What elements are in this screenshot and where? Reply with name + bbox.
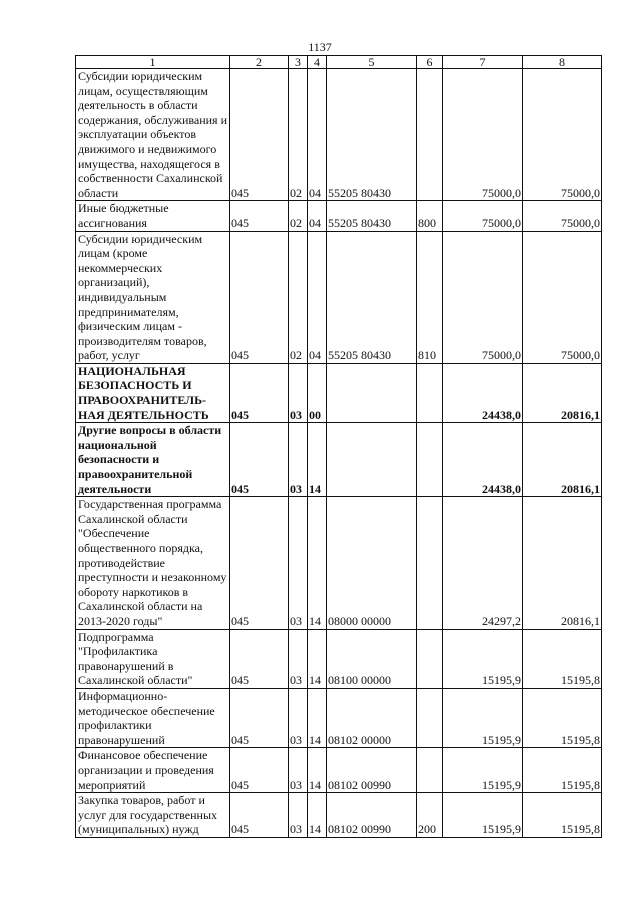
table-row	[76, 231, 602, 363]
section-code-cell: 03	[289, 793, 308, 838]
column-header: 3	[289, 56, 308, 69]
column-header: 2	[230, 56, 289, 69]
table-body	[76, 56, 602, 838]
expense-type-cell: 800	[417, 201, 443, 231]
section-code-cell: 03	[289, 688, 308, 747]
section-code-cell: 02	[289, 201, 308, 231]
row-name-cell: Субсидии юридическим лицам, осуществляющим деятельность в области содержания, обслуживания и эксплуатации объектов движимого и недвижимого имущества, находящегося в собственности Сахалинской области	[76, 69, 230, 201]
row-name-cell: НАЦИОНАЛЬНАЯ БЕЗОПАСНОСТЬ И ПРАВООХРАНИТЕЛЬ-НАЯ ДЕЯТЕЛЬНОСТЬ	[76, 363, 230, 422]
budget-table	[75, 55, 602, 838]
expense-type-cell	[417, 688, 443, 747]
expense-type-cell: 200	[417, 793, 443, 838]
amount-1-cell: 75000,0	[443, 69, 523, 201]
subsection-code-cell: 14	[308, 688, 327, 747]
table-row	[76, 363, 602, 422]
subsection-code-cell: 04	[308, 201, 327, 231]
section-code-cell: 03	[289, 629, 308, 688]
column-header: 1	[76, 56, 230, 69]
subsection-code-cell: 14	[308, 629, 327, 688]
row-name-cell: Закупка товаров, работ и услуг для государственных (муниципальных) нужд	[76, 793, 230, 838]
table-row	[76, 793, 602, 838]
section-code-cell: 02	[289, 69, 308, 201]
target-article-cell: 55205 80430	[327, 201, 417, 231]
amount-2-cell: 75000,0	[523, 201, 602, 231]
target-article-cell: 08102 00990	[327, 748, 417, 793]
ved-code-cell: 045	[230, 629, 289, 688]
amount-2-cell: 75000,0	[523, 69, 602, 201]
target-article-cell	[327, 363, 417, 422]
column-header: 8	[523, 56, 602, 69]
table-row	[76, 748, 602, 793]
row-name-cell: Иные бюджетные ассигнования	[76, 201, 230, 231]
column-header: 7	[443, 56, 523, 69]
amount-2-cell: 15195,8	[523, 688, 602, 747]
table-header-row	[76, 56, 602, 69]
amount-1-cell: 15195,9	[443, 688, 523, 747]
ved-code-cell: 045	[230, 363, 289, 422]
amount-2-cell: 75000,0	[523, 231, 602, 363]
amount-1-cell: 75000,0	[443, 201, 523, 231]
amount-2-cell: 20816,1	[523, 497, 602, 629]
table-row	[76, 629, 602, 688]
row-name-cell: Субсидии юридическим лицам (кроме некоммерческих организаций), индивидуальным предпринимателям, физическим лицам - производителям товаров, работ, услуг	[76, 231, 230, 363]
amount-2-cell: 20816,1	[523, 363, 602, 422]
row-name-cell: Другие вопросы в области национальной безопасности и правоохранительной деятельности	[76, 423, 230, 497]
section-code-cell: 03	[289, 363, 308, 422]
amount-1-cell: 24438,0	[443, 423, 523, 497]
ved-code-cell: 045	[230, 69, 289, 201]
table-row	[76, 497, 602, 629]
table-row	[76, 423, 602, 497]
subsection-code-cell: 14	[308, 497, 327, 629]
subsection-code-cell: 00	[308, 363, 327, 422]
expense-type-cell	[417, 497, 443, 629]
target-article-cell: 55205 80430	[327, 231, 417, 363]
target-article-cell: 55205 80430	[327, 69, 417, 201]
section-code-cell: 03	[289, 423, 308, 497]
target-article-cell: 08100 00000	[327, 629, 417, 688]
subsection-code-cell: 04	[308, 69, 327, 201]
expense-type-cell	[417, 363, 443, 422]
row-name-cell: Информационно-методическое обеспечение профилактики правонарушений	[76, 688, 230, 747]
page-number: 1137	[308, 40, 332, 54]
amount-2-cell: 15195,8	[523, 629, 602, 688]
column-header: 6	[417, 56, 443, 69]
section-code-cell: 03	[289, 748, 308, 793]
ved-code-cell: 045	[230, 201, 289, 231]
subsection-code-cell: 04	[308, 231, 327, 363]
amount-1-cell: 15195,9	[443, 793, 523, 838]
expense-type-cell	[417, 423, 443, 497]
amount-1-cell: 24438,0	[443, 363, 523, 422]
table-row	[76, 201, 602, 231]
amount-2-cell: 20816,1	[523, 423, 602, 497]
ved-code-cell: 045	[230, 748, 289, 793]
section-code-cell: 02	[289, 231, 308, 363]
amount-1-cell: 24297,2	[443, 497, 523, 629]
ved-code-cell: 045	[230, 688, 289, 747]
amount-2-cell: 15195,8	[523, 748, 602, 793]
ved-code-cell: 045	[230, 423, 289, 497]
section-code-cell: 03	[289, 497, 308, 629]
target-article-cell: 08102 00990	[327, 793, 417, 838]
table-row	[76, 69, 602, 201]
column-header: 5	[327, 56, 417, 69]
ved-code-cell: 045	[230, 497, 289, 629]
column-header: 4	[308, 56, 327, 69]
amount-1-cell: 15195,9	[443, 748, 523, 793]
expense-type-cell: 810	[417, 231, 443, 363]
subsection-code-cell: 14	[308, 423, 327, 497]
expense-type-cell	[417, 748, 443, 793]
row-name-cell: Государственная программа Сахалинской области "Обеспечение общественного порядка, противодействие преступности и незаконному обороту наркотиков в Сахалинской области на 2013-2020 годы"	[76, 497, 230, 629]
amount-2-cell: 15195,8	[523, 793, 602, 838]
ved-code-cell: 045	[230, 793, 289, 838]
target-article-cell: 08102 00000	[327, 688, 417, 747]
amount-1-cell: 75000,0	[443, 231, 523, 363]
expense-type-cell	[417, 69, 443, 201]
table-row	[76, 688, 602, 747]
ved-code-cell: 045	[230, 231, 289, 363]
row-name-cell: Финансовое обеспечение организации и проведения мероприятий	[76, 748, 230, 793]
expense-type-cell	[417, 629, 443, 688]
row-name-cell: Подпрограмма "Профилактика правонарушений в Сахалинской области"	[76, 629, 230, 688]
target-article-cell	[327, 423, 417, 497]
amount-1-cell: 15195,9	[443, 629, 523, 688]
subsection-code-cell: 14	[308, 793, 327, 838]
target-article-cell: 08000 00000	[327, 497, 417, 629]
subsection-code-cell: 14	[308, 748, 327, 793]
